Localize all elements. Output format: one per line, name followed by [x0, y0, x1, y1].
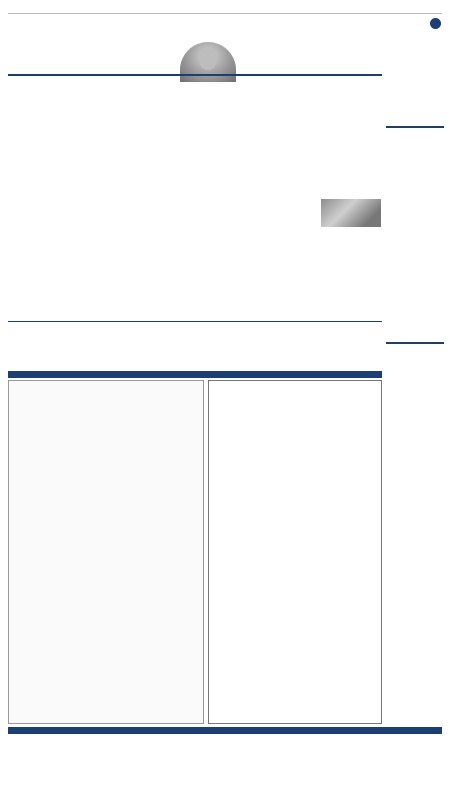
lottery-telesena	[356, 737, 442, 742]
canal-band	[8, 60, 382, 76]
lottery-timemania	[190, 737, 280, 742]
lottery-federal	[286, 737, 346, 742]
lottery-quina	[104, 737, 184, 742]
crossword-grid[interactable]	[8, 380, 204, 724]
horoscope-column	[386, 342, 444, 344]
bate-rebate-title	[8, 320, 382, 322]
date-line	[8, 4, 442, 14]
puzzle-bar	[8, 371, 382, 378]
section-badge	[430, 18, 441, 29]
lead-article	[8, 128, 104, 132]
bate-rebate	[8, 320, 382, 324]
logo[interactable]	[8, 18, 46, 38]
novelas-column	[386, 126, 444, 128]
lottery-bar	[8, 727, 442, 734]
opcao-photo	[321, 199, 381, 227]
novelas-header	[386, 126, 444, 128]
horoscope-header	[386, 342, 444, 344]
lottery-mega-sena	[10, 737, 100, 742]
classified-box[interactable]	[320, 18, 442, 21]
sudoku-grid[interactable]	[208, 380, 382, 724]
